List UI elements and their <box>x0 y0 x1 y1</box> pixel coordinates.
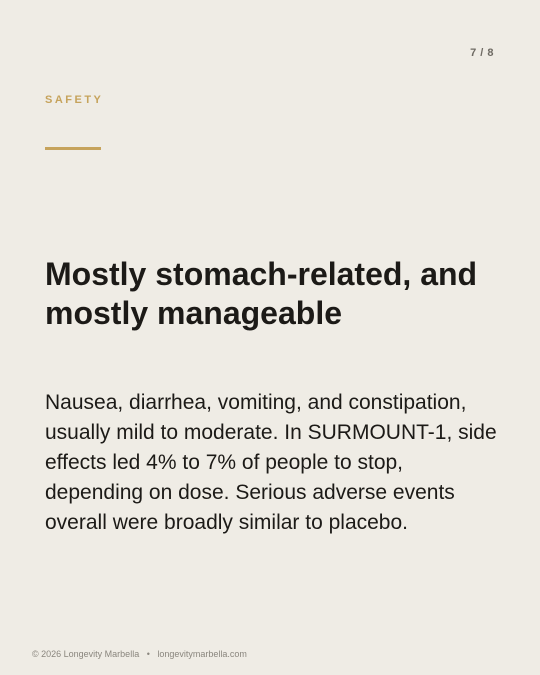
footer-separator: • <box>146 649 150 659</box>
accent-divider <box>45 147 101 150</box>
footer-copyright: © 2026 Longevity Marbella <box>32 649 140 659</box>
headline: Mostly stomach-related, and mostly manageable <box>45 256 478 331</box>
body-text: Nausea, diarrhea, vomiting, and constipation, usually mild to moderate. In SURMOUNT-1, side effects led 4% to 7% of people to stop, depending on dose. Serious adverse events overall were broadly similar to placebo. <box>45 391 497 534</box>
footer <box>32 649 247 659</box>
section-label: SAFETY <box>45 94 104 106</box>
footer-website-link[interactable]: longevitymarbella.com <box>157 649 247 659</box>
page-indicator: 7 / 8 <box>470 47 494 59</box>
